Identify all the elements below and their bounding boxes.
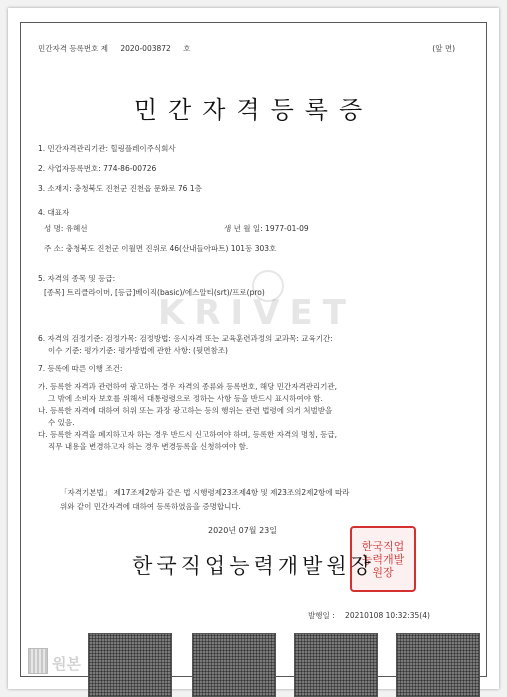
condition-ga: 가. 등록한 자격과 관련하여 광고하는 경우 자격의 종류와 등록번호, 해당 민간자격관리기관, [38,382,338,391]
statement-line-1: 「자격기본법」 제17조제2항과 같은 법 시행령제23조제4항 및 제23조의2제2항에 따라 [60,488,350,497]
side-indicator: (앞 면) [432,44,455,53]
condition-ga-cont: 그 밖에 소비자 보호를 위해서 대통령령으로 정하는 사항 등을 반드시 표시하여야 함. [48,394,323,403]
field-conditions: 7. 등록에 따른 이행 조건: [38,364,123,373]
verification-barcode-4 [396,633,480,697]
document-title: 민간자격등록증 [133,96,374,124]
registration-label: 민간자격 등록번호 제 [38,44,108,53]
condition-na-cont: 수 있음. [48,418,75,427]
verification-barcode-2 [192,633,276,697]
field-manager: 1. 민간자격관리기관: 힐링플레이주식회사 [38,144,176,153]
registration-number: 2020-003872 [120,44,171,53]
exam-criteria-cont: 이수 기준: 평가기준: 평가방법에 관한 사항: (뒷면참조) [48,346,228,355]
seal-line-2: 능력개발 [361,552,405,566]
field-representative: 4. 대표자 [38,208,70,217]
representative-birth: 생 년 월 일: 1977-01-09 [224,224,309,233]
seal-line-1: 한국직업 [361,539,405,553]
qualification-detail: [종목] 트리클라이머, [등급]베이직(basic)/에스알티(srt)/프로(pro) [44,288,265,297]
field-qualification: 5. 자격의 종목 및 등급: [38,274,116,283]
registration-line [38,44,200,54]
field-business-number: 2. 사업자등록번호: 774-86-00726 [38,164,157,173]
issued-at-label: 발행일 : [308,611,335,620]
watermark-text: KRIVET [158,293,356,333]
verification-barcode-3 [294,633,378,697]
condition-da-cont: 직무 내용을 변경하고자 하는 경우 변경등록을 신청하여야 함. [48,442,249,451]
registration-suffix: 호 [183,44,191,53]
field-exam-criteria: 6. 자격의 검정기준: 검정가목: 검정방법: 응시자격 또는 교육훈련과정의 교과목: 교육기간: [38,334,333,343]
verification-barcode-1 [88,633,172,697]
issued-at [308,611,430,621]
seal-line-3: 원장 [372,565,394,579]
representative-address: 주 소: 충청북도 진천군 이월면 진위로 46(산내들아파트) 101동 303호 [44,244,277,253]
condition-da: 다. 등록한 자격을 폐지하고자 하는 경우 반드시 신고하여야 하며, 등록한 자격의 명칭, 등급, [38,430,337,439]
field-location: 3. 소재지: 충청북도 진천군 진천읍 문화로 76 1층 [38,184,202,193]
representative-name: 성 명: 유혜선 [44,224,88,233]
issuer-name: 한국직업능력개발원장 [132,554,375,578]
document-thumbnail-icon [28,648,48,674]
condition-na: 나. 등록한 자격에 대하여 허위 또는 과장 광고하는 등의 행위는 관련 법령에 의거 처벌받을 [38,406,333,415]
certificate-page [8,8,499,689]
original-copy-tag: 원본 [52,655,81,673]
issued-at-value: 20210108 10:32:35(4) [345,611,430,620]
issue-date: 2020년 07월 23일 [208,526,277,535]
statement-line-2: 위와 같이 민간자격에 대하여 등록하였음을 증명합니다. [60,502,241,511]
